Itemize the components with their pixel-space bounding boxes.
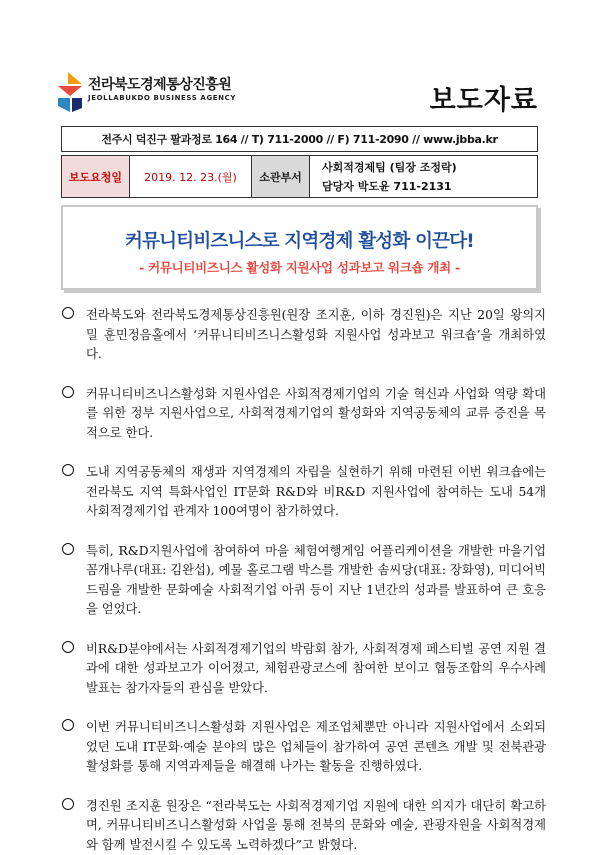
contact-info-bar: 전주시 덕진구 팔과정로 164 // T) 711-2000 // F) 711-2090 // www.jbba.kr: [61, 126, 538, 152]
document-type-title: 보도자료: [430, 78, 538, 117]
release-date-value: 2019. 12. 23.(월): [130, 156, 252, 197]
org-name-en: JEOLLABUKDO BUSINESS AGENCY: [88, 94, 236, 102]
logo-segment-blue: [58, 98, 70, 112]
headline-subtitle: - 커뮤니티비즈니스 활성화 지원사업 성과보고 워크숍 개최 -: [63, 258, 536, 276]
paragraph-7: [62, 797, 546, 855]
paragraph-text: 전라북도와 전라북도경제통상진흥원(원장 조지훈, 이하 경진원)은 지난 20일 왕의지밀 훈민정음홀에서 ‘커뮤니티비즈니스활성화 지원사업 성과보고 워크숍’을 개최하였다.: [86, 308, 546, 361]
department-label: 소관부서: [252, 156, 310, 197]
department-team: 사회적경제팀 (팀장 조정락): [322, 158, 457, 177]
release-date-label: 보도요청일: [62, 156, 130, 197]
department-info: [310, 156, 537, 197]
paragraph-4: [62, 542, 546, 620]
circle-bullet-icon: [62, 386, 74, 398]
paragraph-text: 이번 커뮤니티비즈니스활성화 지원사업은 제조업체뿐만 아니라 지원사업에서 소외되었던 도내 IT문화·예술 분야의 많은 업체들이 참가하여 공연 콘텐츠 개발 및 전북관광 활성화를 통해 지역과제들을 해결해 나가는 활동을 진행하였다.: [86, 720, 546, 773]
release-info-table: [61, 155, 538, 198]
paragraph-text: 커뮤니티비즈니스활성화 지원사업은 사회적경제기업의 기술 혁신과 사업화 역량 확대를 위한 정부 지원사업으로, 사회적경제기업의 활성화와 지역공동체의 교류 증진을 목적으로 한다.: [86, 387, 546, 440]
agency-logo-icon: [56, 72, 84, 112]
circle-bullet-icon: [62, 307, 74, 319]
paragraph-text: 도내 지역공동체의 재생과 지역경제의 자립을 실현하기 위해 마련된 이번 워크숍에는 전라북도 지역 특화사업인 IT문화 R&D와 비R&D 지원사업에 참여하는 도내 54개 사회적경제기업 관계자 100여명이 참가하였다.: [86, 465, 546, 518]
paragraph-1: [62, 306, 546, 365]
circle-bullet-icon: [62, 798, 74, 810]
circle-bullet-icon: [62, 641, 74, 653]
circle-bullet-icon: [62, 719, 74, 731]
logo-segment-red: [58, 86, 82, 96]
circle-bullet-icon: [62, 543, 74, 555]
department-contact: 담당자 박도윤 711-2131: [322, 177, 452, 196]
paragraph-text: 비R&D분야에서는 사회적경제기업의 박람회 참가, 사회적경제 페스티벌 공연 지원 결과에 대한 성과보고가 이어졌고, 체험관광코스에 참여한 보이고 협동조합의 우수사례 발표는 참가자들의 관심을 받았다.: [86, 642, 546, 695]
headline-box: [61, 205, 538, 290]
paragraph-6: [62, 718, 546, 777]
paragraph-5: [62, 640, 546, 699]
paragraph-2: [62, 385, 546, 444]
document-header: [56, 68, 540, 120]
paragraph-text: 특히, R&D지원사업에 참여하여 마을 체험여행게임 어플리케이션을 개발한 마을기업 꼼개나루(대표: 김완섭), 예물 홀로그램 박스를 개발한 솜씨당(대표: 장화영), 미디어빅드림을 개발한 문화예술 사회적기업 아퀴 등이 지난 1년간의 성과를 발표하여 큰 호응을 얻었다.: [86, 544, 546, 617]
org-name-ko: 전라북도경제통상진흥원: [88, 74, 231, 94]
headline-title: 커뮤니티비즈니스로 지역경제 활성화 이끈다!: [63, 227, 536, 253]
logo-segment-orange: [68, 72, 82, 84]
paragraph-text: 경진원 조지훈 원장은 “전라북도는 사회적경제기업 지원에 대한 의지가 대단히 확고하며, 커뮤니티비즈니스활성화 사업을 통해 전북의 문화와 예술, 관광자원을 사회적경제와 함께 발전시킬 수 있도록 노력하겠다”고 밝혔다.: [86, 799, 546, 852]
circle-bullet-icon: [62, 464, 74, 476]
paragraph-3: [62, 463, 546, 522]
article-body: [62, 306, 546, 855]
logo-segment-navy: [72, 98, 82, 112]
